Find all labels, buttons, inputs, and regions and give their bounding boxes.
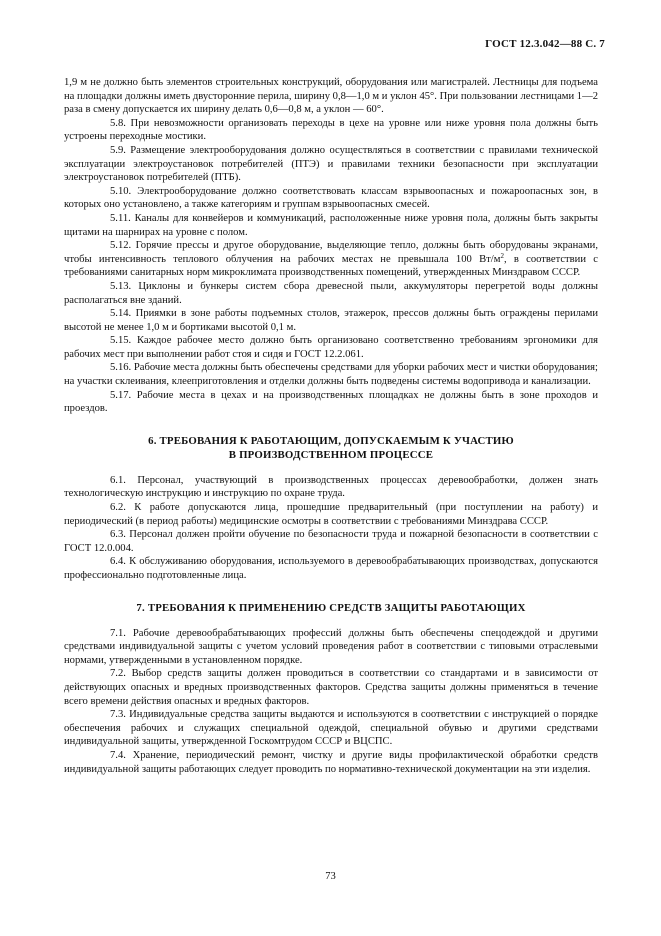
page-body (64, 76, 598, 776)
paragraph-5-16: 5.16. Рабочие места должны быть обеспечены средствами для уборки рабочих мест и чистки оборудования; на участки склеивания, клееприготовления и отделки должны быть подведены системы водопривода и канализации. (64, 362, 598, 388)
section-7-heading (64, 601, 598, 615)
paragraph-5-12-text-end: , в соответствии с требованиями санитарных норм микроклимата производственных помещений, утвержденных Минздравом СССР. (64, 253, 598, 279)
paragraph-7-1: 7.1. Рабочие деревообрабатывающих профессий должны быть обеспечены спецодеждой и другими средствами индивидуальной защиты с учетом условий проведения работ в соответствии с типовыми отраслевыми нормами, утвержденными в установленном порядке. (64, 627, 598, 666)
paragraph-7-2: 7.2. Выбор средств защиты должен проводиться в соответствии со стандартами и в зависимости от действующих опасных и вредных производственных факторов. Средства защиты должны применяться в течение всего времени действия опасных и вредных факторов. (64, 668, 598, 707)
paragraph-5-14: 5.14. Приямки в зоне работы подъемных столов, этажерок, прессов должны быть ограждены перилами высотой не менее 1,0 м и бортиками высотой 0,1 м. (64, 308, 598, 333)
paragraph-5-9: 5.9. Размещение электрооборудования должно осуществляться в соответствии с правилами технической эксплуатации электроустановок потребителей (ПТЭ) и правилами техники безопасности при эксплуатации электроустановок потребителей (ПТБ). (64, 144, 598, 184)
paragraph-5-15: 5.15. Каждое рабочее место должно быть организовано соответственно требованиям эргономики для рабочих мест при выполнении работ стоя и сидя и ГОСТ 12.2.061. (64, 335, 598, 360)
paragraph-7-3: 7.3. Индивидуальные средства защиты выдаются и используются в соответствии с инструкцией о порядке обеспечения рабочих и служащих специальной одеждой, специальной обувью и другими средствами индивидуальной защиты, утвержденной Госкомтрудом СССР и ВЦСПС. (64, 709, 598, 748)
paragraph-5-12-text: 5.12. Горячие прессы и другое оборудование, выделяющие тепло, должны быть оборудованы экранами, чтобы интенсивность теплового облучения на рабочих местах не превышала 100 Вт/м (64, 240, 598, 265)
section-6-heading-line-2: В ПРОИЗВОДСТВЕННОМ ПРОЦЕССЕ (228, 448, 434, 461)
paragraph-6-4: 6.4. К обслуживанию оборудования, используемого в деревообрабатывающих производствах, допускаются профессионально подготовленные лица. (64, 556, 598, 581)
paragraph-6-1: 6.1. Персонал, участвующий в производственных процессах деревообработки, должен знать технологическую инструкцию и инструкцию по охране труда. (64, 474, 598, 500)
paragraph-5-17: 5.17. Рабочие места в цехах и на производственных площадках не должны быть в зоне проходов и проездов. (64, 389, 598, 415)
section-6-heading-line-1: 6. ТРЕБОВАНИЯ К РАБОТАЮЩИМ, ДОПУСКАЕМЫМ К УЧАСТИЮ (148, 434, 514, 447)
continuation-paragraph: 1,9 м не должно быть элементов строительных конструкций, оборудования или магистралей. Лестницы для подъема на площадки должны иметь двусторонние перила, ширину 0,8—1,0 м и уклон 45°. При пользовании лестницами 1—2 раза в смену допускается их ширину делать 0,6—0,8 м, а уклон — 60°. (64, 77, 598, 116)
paragraph-6-3: 6.3. Персонал должен пройти обучение по безопасности труда и пожарной безопасности в соответствии с ГОСТ 12.0.004. (64, 529, 598, 554)
section-6-heading (64, 434, 598, 462)
paragraph-5-13: 5.13. Циклоны и бункеры систем сбора древесной пыли, аккумуляторы перегретой воды должны располагаться вне зданий. (64, 280, 598, 306)
paragraph-7-4: 7.4. Хранение, периодический ремонт, чистку и другие виды профилактической обработки средств индивидуальной защиты работающих следует проводить по нормативно-технической документации на эти изделия. (64, 749, 598, 775)
paragraph-5-12 (64, 239, 598, 280)
section-7-heading-text: 7. ТРЕБОВАНИЯ К ПРИМЕНЕНИЮ СРЕДСТВ ЗАЩИТЫ РАБОТАЮЩИХ (136, 601, 526, 614)
paragraph-6-2: 6.2. К работе допускаются лица, прошедшие предварительный (при поступлении на работу) и периодический (в период работы) медицинские осмотры в соответствии с требованиями Минздрава СССР. (64, 502, 598, 527)
superscript: 2 (500, 251, 504, 260)
paragraph-5-11: 5.11. Каналы для конвейеров и коммуникаций, расположенные ниже уровня пола, должны быть закрыты щитами на шарнирах на уровне с полом. (64, 212, 598, 238)
paragraph-5-10: 5.10. Электрооборудование должно соответствовать классам взрывоопасных и пожароопасных зон, в которых оно установлено, а также категориям и группам взрывоопасных смесей. (64, 185, 598, 211)
page-header: ГОСТ 12.3.042—88 С. 7 (485, 38, 605, 50)
page-number: 73 (325, 871, 336, 882)
paragraph-5-8: 5.8. При невозможности организовать переходы в цехе на уровне или ниже уровня пола должны быть устроены переходные мостики. (64, 117, 598, 143)
